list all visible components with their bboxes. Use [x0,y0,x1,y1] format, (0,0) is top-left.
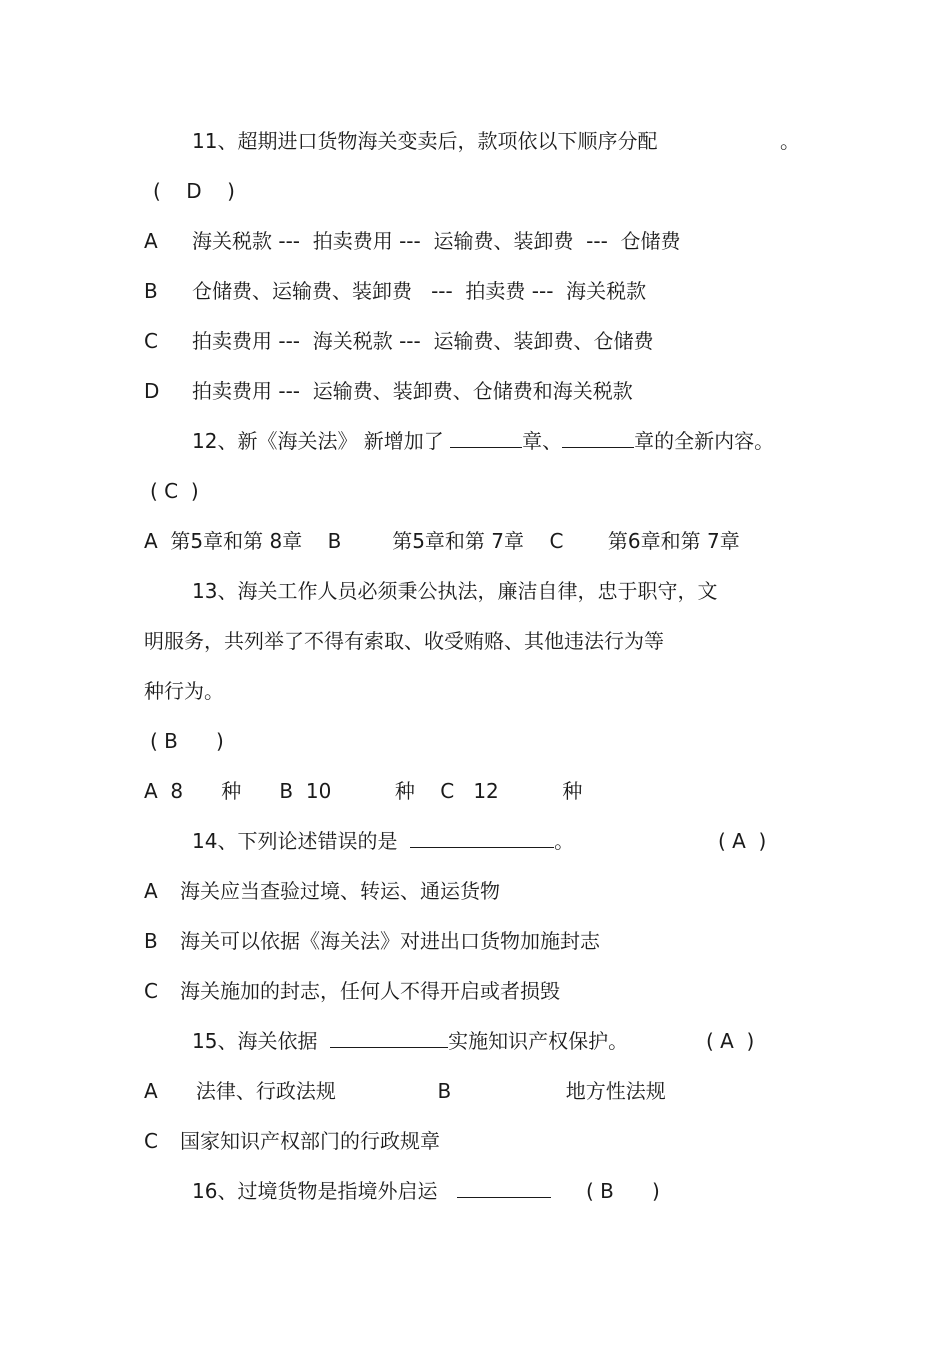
q13-stem-line1: 13、海关工作人员必须秉公执法，廉洁自律，忠于职守，文 [192,579,718,603]
q11-option-d-text: 拍卖费用 --- 运输费、装卸费、仓储费和海关税款 [192,379,633,403]
q15-stem-post: 实施知识产权保护。 [448,1029,629,1053]
q11-option-b-letter: B [144,279,158,303]
q12-blank-1 [450,429,522,448]
q11-option-c-text: 拍卖费用 --- 海关税款 --- 运输费、装卸费、仓储费 [192,329,654,353]
q14-option-c-text: 海关施加的封志，任何人不得开启或者损毁 [180,979,560,1003]
q15-blank [330,1029,448,1048]
q15-option-c-letter: C [144,1129,158,1153]
q14-stem [192,828,574,854]
q12-answer: ( C ) [150,479,199,503]
q13-answer: ( B ) [150,729,224,753]
q15-answer: ( A ) [706,1029,755,1053]
q13-options: A 8 种 B 10 种 C 12 种 [144,779,583,803]
q11-option-d-letter: D [144,379,160,403]
q14-blank [410,829,554,848]
q15-stem-pre: 15、海关依据 [192,1029,331,1053]
q11-answer: ( D ) [153,179,235,203]
q11-stem-end: 。 [780,129,800,153]
q16-answer: ( B ) [586,1179,660,1203]
q11-option-b-text: 仓储费、运输费、装卸费 --- 拍卖费 --- 海关税款 [192,279,647,303]
q15-options: A 法律、行政法规 B 地方性法规 [144,1079,666,1103]
q15-option-c-text: 国家知识产权部门的行政规章 [180,1129,440,1153]
q14-option-a-text: 海关应当查验过境、转运、通运货物 [180,879,500,903]
q13-stem-line3: 种行为。 [144,679,224,703]
q16-blank [457,1179,551,1198]
q12-stem-mid: 章、 [522,429,563,453]
q12-blank-2 [562,429,634,448]
q12-stem-post: 章的全新内容。 [634,429,775,453]
q14-option-c-letter: C [144,979,158,1003]
q14-option-b-letter: B [144,929,158,953]
q14-stem-end: 。 [554,829,575,853]
q15-stem [192,1028,628,1054]
q13-stem-line2: 明服务，共列举了不得有索取、收受贿赂、其他违法行为等 [144,629,664,653]
q12-stem-pre: 12、新《海关法》 新增加了 [192,429,451,453]
q16-stem [192,1178,551,1204]
q12-stem [192,428,774,454]
q16-stem-pre: 16、过境货物是指境外启运 [192,1179,457,1203]
q14-answer: ( A ) [718,829,767,853]
q14-option-b-text: 海关可以依据《海关法》对进出口货物加施封志 [180,929,600,953]
q11-option-a-letter: A [144,229,158,253]
q11-option-c-letter: C [144,329,158,353]
q11-stem: 11、超期进口货物海关变卖后，款项依以下顺序分配 [192,129,658,153]
q11-option-a-text: 海关税款 --- 拍卖费用 --- 运输费、装卸费 --- 仓储费 [192,229,681,253]
q12-options: A 第5章和第 8章 B 第5章和第 7章 C 第6章和第 7章 [144,529,740,553]
q14-option-a-letter: A [144,879,158,903]
q14-stem-pre: 14、下列论述错误的是 [192,829,411,853]
